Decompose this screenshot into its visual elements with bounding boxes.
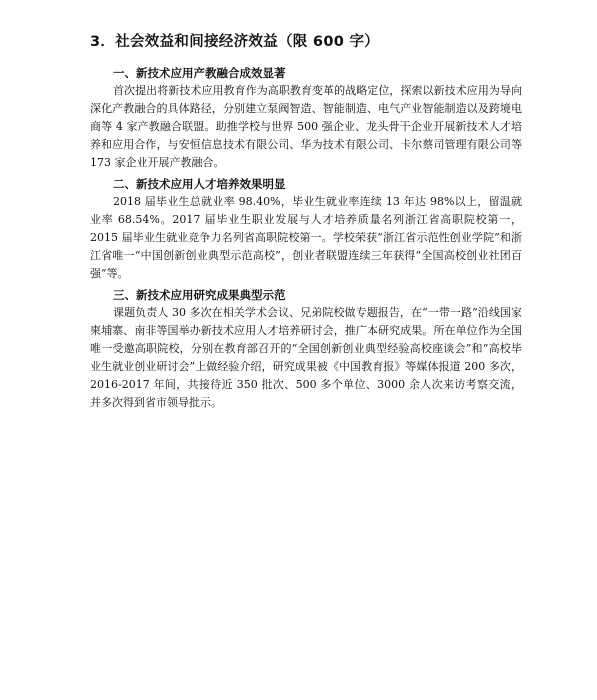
section-body: 课题负责人 30 多次在相关学术会议、兄弟院校做专题报告，在“一带一路”沿线国家柬埔寨、南非等国举办新技术应用人才培养研讨会，推广本研究成果。所在单位作为全国唯一受邀高职院校，分别在教育部召开的“全国创新创业典型经验高校座谈会”和“高校毕业生就业创业研讨会”上做经验介绍，研究成果被《中国教育报》等媒体报道 200 多次，2016-2017 年间，共接待近 350 批次、500 多个单位、3000 余人次来访考察交流，并多次得到省市领导批示。 bbox=[90, 306, 522, 409]
section-heading: 三、新技术应用研究成果典型示范 bbox=[113, 288, 286, 302]
section-heading: 二、新技术应用人才培养效果明显 bbox=[113, 177, 286, 191]
section-body: 首次提出将新技术应用教育作为高职教育变革的战略定位，探索以新技术应用为导向深化产教融合的具体路径，分别建立泵阀智造、智能制造、电气产业智能制造以及跨境电商等 4 家产教融合联盟。助推学校与世界 500 强企业、龙头骨干企业开展新技术人才培养和应用合作，与安恒信息技术有限公司、华为技术有限公司、卡尔蔡司管理有限公司等 173 家企业开展产教融合。 bbox=[90, 84, 522, 169]
document-title: 3．社会效益和间接经济效益（限 600 字） bbox=[90, 34, 380, 50]
section-talent-cultivation bbox=[90, 175, 522, 283]
document-page bbox=[90, 32, 522, 415]
section-industry-education bbox=[90, 64, 522, 172]
section-heading: 一、新技术应用产教融合成效显著 bbox=[113, 66, 286, 80]
section-research-results bbox=[90, 286, 522, 412]
section-body: 2018 届毕业生总就业率 98.40%，毕业生就业率连续 13 年达 98%以上，留温就业率 68.54%。2017 届毕业生职业发展与人才培养质量名列浙江省高职院校第一，2015 届毕业生就业竞争力名列省高职院校第一。学校荣获“浙江省示范性创业学院”和浙江省唯一“中国创新创业典型示范高校”，创业者联盟连续三年获得“全国高校创业社团百强”等。 bbox=[90, 195, 522, 280]
